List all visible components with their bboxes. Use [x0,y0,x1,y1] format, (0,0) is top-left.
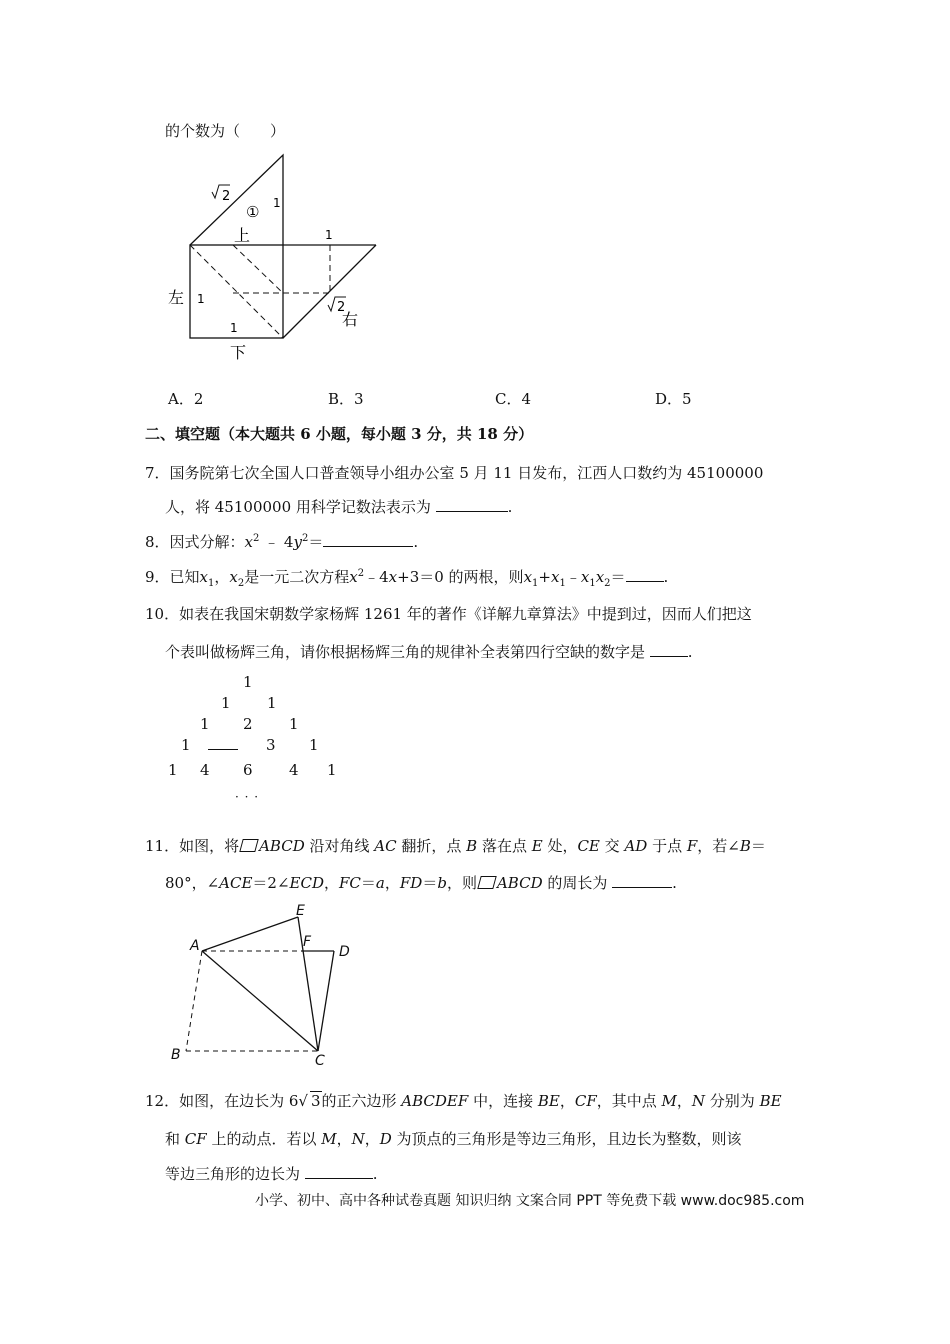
label-left-face: 左 [168,288,185,307]
q6-tail-text: 的个数为（ ） [165,122,286,140]
yh-r4-blank[interactable] [208,736,238,750]
q12-line3: 等边三角形的边长为 . [165,1165,378,1183]
q11-line2: 80°，∠ACE＝2∠ECD，FC＝a，FD＝b，则 ABCD 的周长为 . [165,874,677,892]
yh-r3-c3: 1 [289,715,299,733]
label-one-top: 1 [325,228,333,242]
section-2-title: 二、填空题（本大题共 6 小题，每小题 3 分，共 18 分） [145,425,534,443]
q7-line1: 7．国务院第七次全国人口普查领导小组办公室 5 月 11 日发布，江西人口数约为 45100000 [145,464,764,482]
label-one-left: 1 [197,292,205,306]
label-circle-1: ① [246,203,260,221]
point-c: C [315,1053,325,1069]
label-sqrt2-right: 2 [337,300,346,315]
yh-r2-c2: 1 [267,694,277,712]
yh-r5-c3: 6 [243,761,253,779]
q9-line: 9．已知$x_1$，$x_2$是一元二次方程$x^2﹣4x+3=0$ 的两根，则$x_1+x_1﹣x_1x_2=$ . [145,568,669,589]
q6-net-figure [160,145,390,370]
page-footer: 小学、初中、高中各种试卷真题 知识归纳 文案合同 PPT 等免费下载 www.doc985.com [255,1193,805,1209]
label-sqrt2-top: 2 [222,189,231,204]
point-d: D [339,944,350,960]
label-one-bottom: 1 [230,321,238,335]
option-a[interactable]: A．2 [168,390,204,408]
yh-r1-c1: 1 [243,673,253,691]
q10-answer-blank[interactable] [650,642,688,657]
yh-ellipsis: · · · [235,790,260,804]
yh-r5-c2: 4 [200,761,210,779]
label-one-vert: 1 [273,196,281,210]
yh-r4-c4: 1 [309,736,319,754]
yh-r5-c1: 1 [168,761,178,779]
q8-line: 8．因式分解：$x^2$ ﹣ $4y^2=$ . [145,533,419,551]
q11-line1: 11．如图，将 ABCD 沿对角线 AC 翻折，点 B 落在点 E 处，CE 交 AD 于点 F，若∠B＝ [145,837,766,855]
q12-answer-blank[interactable] [305,1164,373,1179]
point-f: F [303,934,312,950]
yh-r3-c1: 1 [200,715,210,733]
q12-line2: 和 CF 上的动点．若以 M，N，D 为顶点的三角形是等边三角形，且边长为整数，则该 [165,1130,742,1148]
point-e: E [296,903,305,919]
label-bottom-face: 下 [230,343,247,362]
q9-answer-blank[interactable] [626,567,664,582]
yh-r5-c5: 1 [327,761,337,779]
option-b[interactable]: B．3 [328,390,364,408]
label-right-face: 右 [342,310,359,329]
q11-figure [165,900,365,1070]
q11-answer-blank[interactable] [612,873,672,888]
yh-r4-c3: 3 [266,736,276,754]
yh-r2-c1: 1 [221,694,231,712]
label-top-face: 上 [234,226,251,245]
yh-r4-c1: 1 [181,736,191,754]
q7-line2: 人，将 45100000 用科学记数法表示为 . [165,498,513,516]
yh-r5-c4: 4 [289,761,299,779]
point-b: B [171,1047,181,1063]
q10-line2: 个表叫做杨辉三角，请你根据杨辉三角的规律补全表第四行空缺的数字是 . [165,643,693,661]
parallelogram-symbol-icon [239,839,258,852]
yh-r3-c2: 2 [243,715,253,733]
q12-line1: 12．如图，在边长为 6√ 3的正六边形 ABCDEF 中，连接 BE，CF，其中点 M，N 分别为 BE [145,1092,782,1110]
point-a: A [190,938,200,954]
parallelogram-symbol-icon [477,876,496,889]
option-d[interactable]: D．5 [655,390,692,408]
q10-line1: 10．如表在我国宋朝数学家杨辉 1261 年的著作《详解九章算法》中提到过，因而人们把这 [145,605,752,623]
q7-answer-blank[interactable] [436,497,508,512]
option-c[interactable]: C．4 [495,390,532,408]
q8-answer-blank[interactable] [323,532,413,547]
